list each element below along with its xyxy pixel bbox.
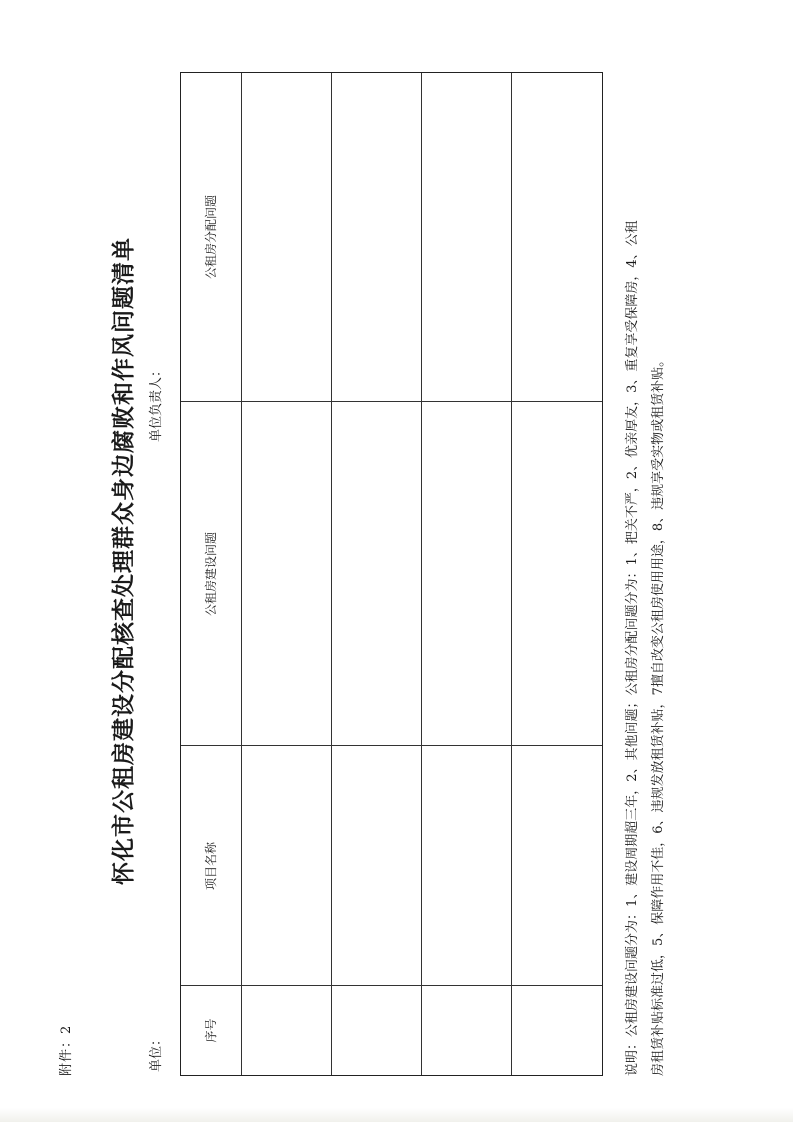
notes-line: 说明：公租房建设问题分为：1、建设周期超三年，2、其他问题；公租房分配问题分为：1、把关不严，2、优亲厚友，3、重复享受保障房，4、公租 [625, 220, 640, 1076]
row-divider [511, 73, 512, 1075]
unit-label: 单位： [149, 1032, 164, 1072]
header-serial-number: 序号 [204, 1018, 218, 1043]
header-row-divider [241, 73, 242, 1075]
header-allocation-issues: 公租房分配问题 [204, 195, 218, 280]
notes-line: 房租赁补贴标准过低，5、保障作用不佳，6、违规发放租赁补贴，7擅自改变公租房使用用途，8、违规享受实物或租赁补贴。 [651, 353, 666, 1076]
row-divider [331, 73, 332, 1075]
responsible-person-label: 单位负责人： [149, 363, 164, 442]
column-divider [181, 401, 602, 402]
notes-section [620, 46, 672, 1076]
scan-border [0, 1108, 793, 1122]
row-divider [421, 73, 422, 1075]
issue-list-table [180, 72, 603, 1076]
header-construction-issues: 公租房建设问题 [204, 532, 218, 617]
attachment-label: 附件：2 [59, 1024, 74, 1076]
header-project-name: 项目名称 [204, 842, 218, 891]
column-divider [181, 745, 602, 746]
document-title: 怀化市公租房建设分配核查处理群众身边腐败和作风问题清单 [110, 237, 137, 885]
column-divider [181, 985, 602, 986]
